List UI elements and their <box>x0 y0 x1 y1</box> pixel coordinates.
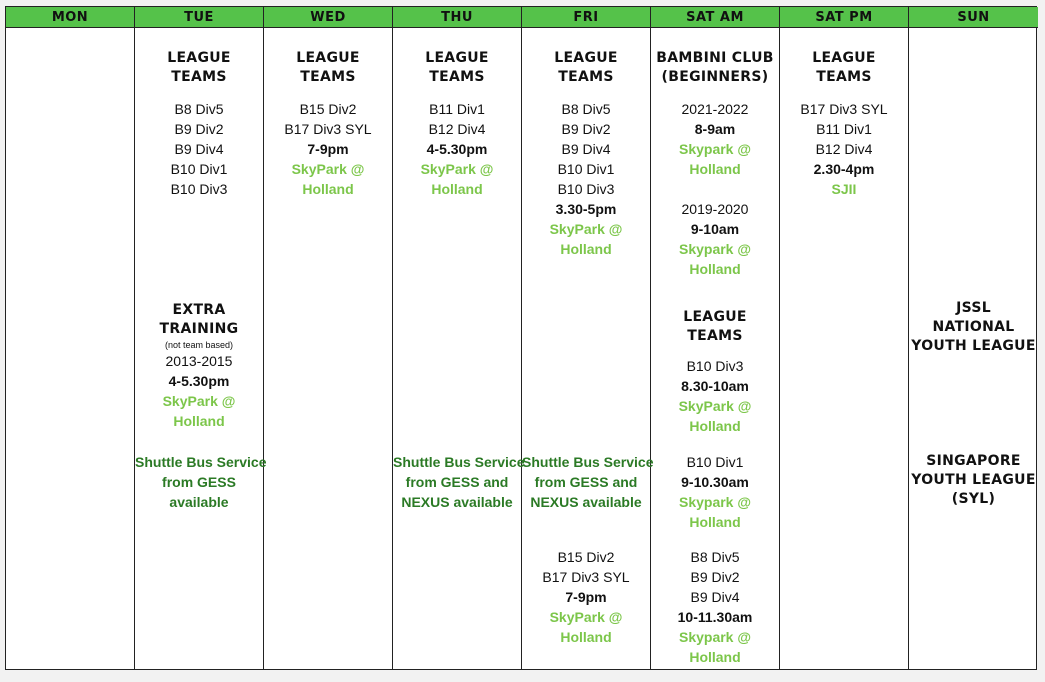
venue: Holland <box>560 629 612 645</box>
league-title: TEAMS <box>300 69 356 85</box>
column-mon <box>6 7 135 669</box>
league-title: LEAGUE <box>425 50 489 66</box>
column-sun <box>909 7 1038 669</box>
league-title: TEAMS <box>429 69 485 85</box>
fri-shuttle-block <box>522 452 654 512</box>
syl-title: SINGAPORE <box>926 453 1021 469</box>
column-sat-pm <box>780 7 909 669</box>
jssl-block <box>909 299 1038 356</box>
venue: Holland <box>689 649 741 665</box>
league-title: LEAGUE <box>683 309 747 325</box>
team: B11 Div1 <box>429 101 485 117</box>
extra-title: TRAINING <box>159 321 239 337</box>
schedule-table <box>5 6 1037 670</box>
header-fri: FRI <box>522 7 650 28</box>
syl-block <box>909 452 1038 509</box>
jssl-title: NATIONAL <box>932 319 1015 335</box>
wed-league-block <box>264 49 392 199</box>
team: B9 Div2 <box>174 121 224 137</box>
venue: SkyPark @ <box>678 398 752 414</box>
venue: SJII <box>831 181 857 197</box>
column-tue <box>135 7 267 669</box>
venue: Holland <box>431 181 483 197</box>
bambini-title: BAMBINI CLUB <box>656 50 774 66</box>
league-title: LEAGUE <box>812 50 876 66</box>
sat-am-session-3 <box>651 547 779 667</box>
time: 8.30-10am <box>681 378 749 394</box>
header-thu: THU <box>393 7 521 28</box>
header-mon: MON <box>6 7 134 28</box>
time: 9-10.30am <box>681 474 749 490</box>
venue: Skypark @ <box>678 629 752 645</box>
jssl-title: JSSL <box>956 300 991 316</box>
league-title: TEAMS <box>816 69 872 85</box>
time: 3.30-5pm <box>555 201 617 217</box>
venue: Holland <box>689 514 741 530</box>
team: B15 Div2 <box>557 549 615 565</box>
sat-pm-league-block <box>780 49 908 199</box>
league-title: TEAMS <box>171 69 227 85</box>
team: B8 Div5 <box>174 101 224 117</box>
time: 9-10am <box>690 221 740 237</box>
venue: SkyPark @ <box>549 221 623 237</box>
time: 7-9pm <box>565 589 607 605</box>
venue: Skypark @ <box>678 241 752 257</box>
shuttle-text: Shuttle Bus Service <box>135 454 267 470</box>
time: 10-11.30am <box>677 609 753 625</box>
shuttle-text: NEXUS available <box>401 494 513 510</box>
header-tue: TUE <box>135 7 263 28</box>
time: 7-9pm <box>307 141 349 157</box>
syl-title: (SYL) <box>951 491 996 507</box>
shuttle-text: Shuttle Bus Service <box>393 454 525 470</box>
team: B8 Div5 <box>561 101 611 117</box>
league-title: LEAGUE <box>554 50 618 66</box>
column-sat-am <box>651 7 780 669</box>
time: 2.30-4pm <box>813 161 875 177</box>
header-sun: SUN <box>909 7 1038 28</box>
sat-am-session-2 <box>651 452 779 532</box>
venue: SkyPark @ <box>162 393 236 409</box>
shuttle-text: from GESS <box>162 474 236 490</box>
shuttle-text: from GESS and <box>534 474 638 490</box>
column-wed <box>264 7 393 669</box>
league-title: LEAGUE <box>167 50 231 66</box>
time: 4-5.30pm <box>168 373 230 389</box>
shuttle-text: from GESS and <box>405 474 509 490</box>
venue: Holland <box>689 161 741 177</box>
bambini-title: (BEGINNERS) <box>661 69 769 85</box>
bambini-block <box>651 49 779 279</box>
years: 2021-2022 <box>681 101 749 117</box>
years: 2019-2020 <box>681 201 749 217</box>
venue: Skypark @ <box>678 494 752 510</box>
venue: SkyPark @ <box>291 161 365 177</box>
syl-title: YOUTH LEAGUE <box>911 472 1036 488</box>
venue: Holland <box>689 418 741 434</box>
venue: Skypark @ <box>678 141 752 157</box>
fri-evening-block <box>522 547 650 647</box>
team: B9 Div2 <box>690 569 740 585</box>
venue: Holland <box>689 261 741 277</box>
shuttle-text: Shuttle Bus Service <box>522 454 654 470</box>
team: B10 Div1 <box>170 161 228 177</box>
team: B8 Div5 <box>690 549 740 565</box>
team: B9 Div2 <box>561 121 611 137</box>
league-title: TEAMS <box>558 69 614 85</box>
venue: SkyPark @ <box>549 609 623 625</box>
league-title: LEAGUE <box>296 50 360 66</box>
team: B12 Div4 <box>428 121 486 137</box>
header-wed: WED <box>264 7 392 28</box>
thu-shuttle-block <box>393 452 525 512</box>
column-thu <box>393 7 525 669</box>
note: (not team based) <box>164 340 234 350</box>
shuttle-text: NEXUS available <box>530 494 642 510</box>
team: B11 Div1 <box>816 121 872 137</box>
team: B9 Div4 <box>561 141 611 157</box>
team: B15 Div2 <box>299 101 357 117</box>
header-sat-am: SAT AM <box>651 7 779 28</box>
sat-am-league-block <box>651 308 779 436</box>
team: B9 Div4 <box>174 141 224 157</box>
team: B10 Div3 <box>170 181 228 197</box>
time: 8-9am <box>694 121 736 137</box>
years: 2013-2015 <box>165 353 233 369</box>
team: B12 Div4 <box>815 141 873 157</box>
team: B17 Div3 SYL <box>800 101 888 117</box>
tue-league-block <box>135 49 263 199</box>
team: B10 Div3 <box>686 358 744 374</box>
time: 4-5.30pm <box>426 141 488 157</box>
team: B17 Div3 SYL <box>284 121 372 137</box>
team: B9 Div4 <box>690 589 740 605</box>
venue: Holland <box>302 181 354 197</box>
team: B10 Div1 <box>686 454 744 470</box>
jssl-title: YOUTH LEAGUE <box>911 338 1036 354</box>
team: B10 Div3 <box>557 181 615 197</box>
header-sat-pm: SAT PM <box>780 7 908 28</box>
team: B10 Div1 <box>557 161 615 177</box>
team: B17 Div3 SYL <box>542 569 630 585</box>
league-title: TEAMS <box>687 328 743 344</box>
column-fri <box>522 7 654 669</box>
shuttle-text: available <box>169 494 229 510</box>
venue: Holland <box>560 241 612 257</box>
thu-league-block <box>393 49 521 199</box>
tue-shuttle-block <box>135 452 267 512</box>
tue-extra-block <box>135 301 263 431</box>
extra-title: EXTRA <box>172 302 226 318</box>
venue: Holland <box>173 413 225 429</box>
venue: SkyPark @ <box>420 161 494 177</box>
fri-league-block <box>522 49 650 259</box>
